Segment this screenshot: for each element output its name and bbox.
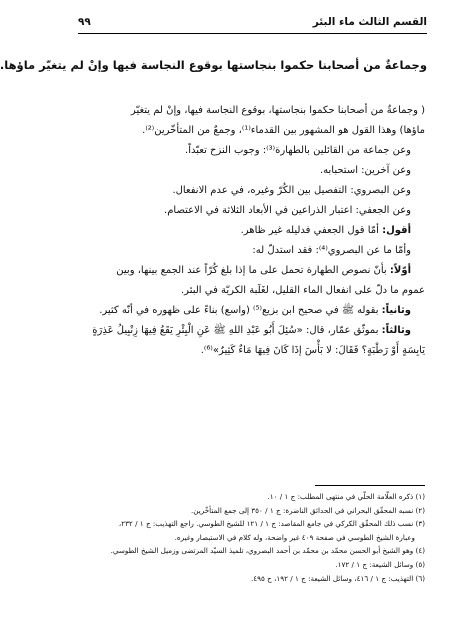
body-line-text: وأمّا ما عن البصروي⁽⁴⁾: فقد استدلّ له: — [252, 245, 411, 256]
body-line-text: بأنّ نصوص الطهارة تحمل على ما إذا بلغ كُرّاً عند الجمع بينها، وبين — [116, 265, 390, 276]
header-rule — [78, 33, 427, 34]
body-line-text: ( وجماعةٌ من أصحابنا حكموا بنجاستها، بوقوع النجاسة فيها، وإنْ لم يتغيّر — [130, 105, 425, 116]
body-line-text: ماؤها) وهذا القول هو المشهور بين القدماء⁽¹⁾، وجمعٌ من المتأخّرين⁽²⁾. — [142, 125, 425, 136]
page-header — [78, 14, 427, 30]
body-line — [74, 121, 425, 141]
body-line — [74, 321, 425, 341]
body-line — [74, 161, 425, 181]
footnote-rule — [315, 485, 425, 486]
footnote: وعبارة الشيخ الطوسي في صفحة ٤٠٩ غير واضحة، وله كلام في الاستبصار وغيره. — [174, 532, 415, 542]
body-line — [74, 141, 425, 161]
running-head: القسم الثالث ماء البئر — [312, 16, 427, 28]
body-line-text: وعن البصروي: التفصيل بين الكُرّ وغيره، في عدم الانفعال. — [172, 185, 411, 196]
body-line-text: عموم ما دلّ على انفعال الماء القليل، لغَلَبة الكريّة في البئر. — [181, 285, 425, 296]
footnote: (٤) وهو الشيخ أبو الحسن محمّد بن محمّد بن أحمد البصروي، تلميذ السيّد المرتضى وزميل الشيخ الطوسي. — [110, 546, 425, 556]
footnote: (٢) نسبه المحقّق البحراني في الحدائق الناضرة: ج ١ / ٣٥٠ إلى جمع المتأخّرين. — [190, 505, 425, 515]
footnote: (٦) التهذيب: ج ١ / ٤١٦، وسائل الشيعة: ج ١ / ١٩٢، ح ٤٩٥. — [250, 573, 425, 583]
body-line-text: يَابِسَةٍ أَوْ رَطْبَةٍ؟ فَقَالَ: لا بَأْسَ إذَا كَانَ فِيهَا مَاءٌ كَثِيرٌ»⁽⁶⁾. — [200, 345, 425, 356]
body-text — [74, 101, 425, 361]
body-line — [74, 181, 425, 201]
paragraph-label: أقول: — [382, 225, 411, 236]
footnote: (١) ذكره العلّامة الحلّي في منتهى المطلب: ج ١ / ١٠. — [267, 492, 425, 501]
body-line-text: أمّا قول الجعفي فدليله غير ظاهر. — [240, 225, 383, 236]
body-line-text: بموثّق عمّار، قال: «سُئِلَ أَبُو عَبْدِ اللهِ ﷺ عَنِ الْبِئْرِ يَقَعُ فِيهَا زِنْبِيلُ عَذِرَةٍ — [92, 325, 382, 336]
paragraph-label: وثالثاً: — [381, 325, 411, 336]
body-line — [74, 261, 425, 281]
footnote: (٣) نسب ذلك المحقّق الكركي في جامع المقاصد: ج ١ / ١٢١ للشيخ الطوسي. راجع التهذيب: ج ١ / ٢٣٢، — [118, 519, 425, 529]
body-line-text: بقوله ﷺ في صحيح ابن بزيع⁽⁵⁾ (واسع) بناءً على ظهوره في أنّه كثير. — [99, 305, 382, 316]
page-number: ٩٩ — [78, 16, 91, 28]
body-line-text: وعن الجعفي: اعتبار الذراعين في الأبعاد الثلاثة في الاعتصام. — [164, 205, 411, 216]
footnote: (٥) وسائل الشيعة: ج ١ / ١٧٢. — [335, 559, 425, 569]
body-line — [74, 201, 425, 221]
footnotes — [74, 490, 425, 585]
body-line — [74, 341, 425, 361]
body-line — [74, 301, 425, 321]
paragraph-label: وثانياً: — [381, 305, 411, 316]
body-line-text: وعن جماعة من القائلين بالطهارة⁽³⁾: وجوب النزح تعبّداً. — [185, 145, 411, 156]
body-line — [74, 101, 425, 121]
body-line — [74, 281, 425, 301]
paragraph-label: أوّلاً: — [389, 265, 411, 276]
section-heading: وجماعةٌ من أصحابنا حكموا بنجاستها بوقوع النجاسة فيها وإنْ لم يتغيّر ماؤها. — [0, 58, 427, 72]
body-line — [74, 241, 425, 261]
body-line-text: وعن آخرين: استحبابه. — [319, 165, 411, 176]
body-line — [74, 221, 425, 241]
